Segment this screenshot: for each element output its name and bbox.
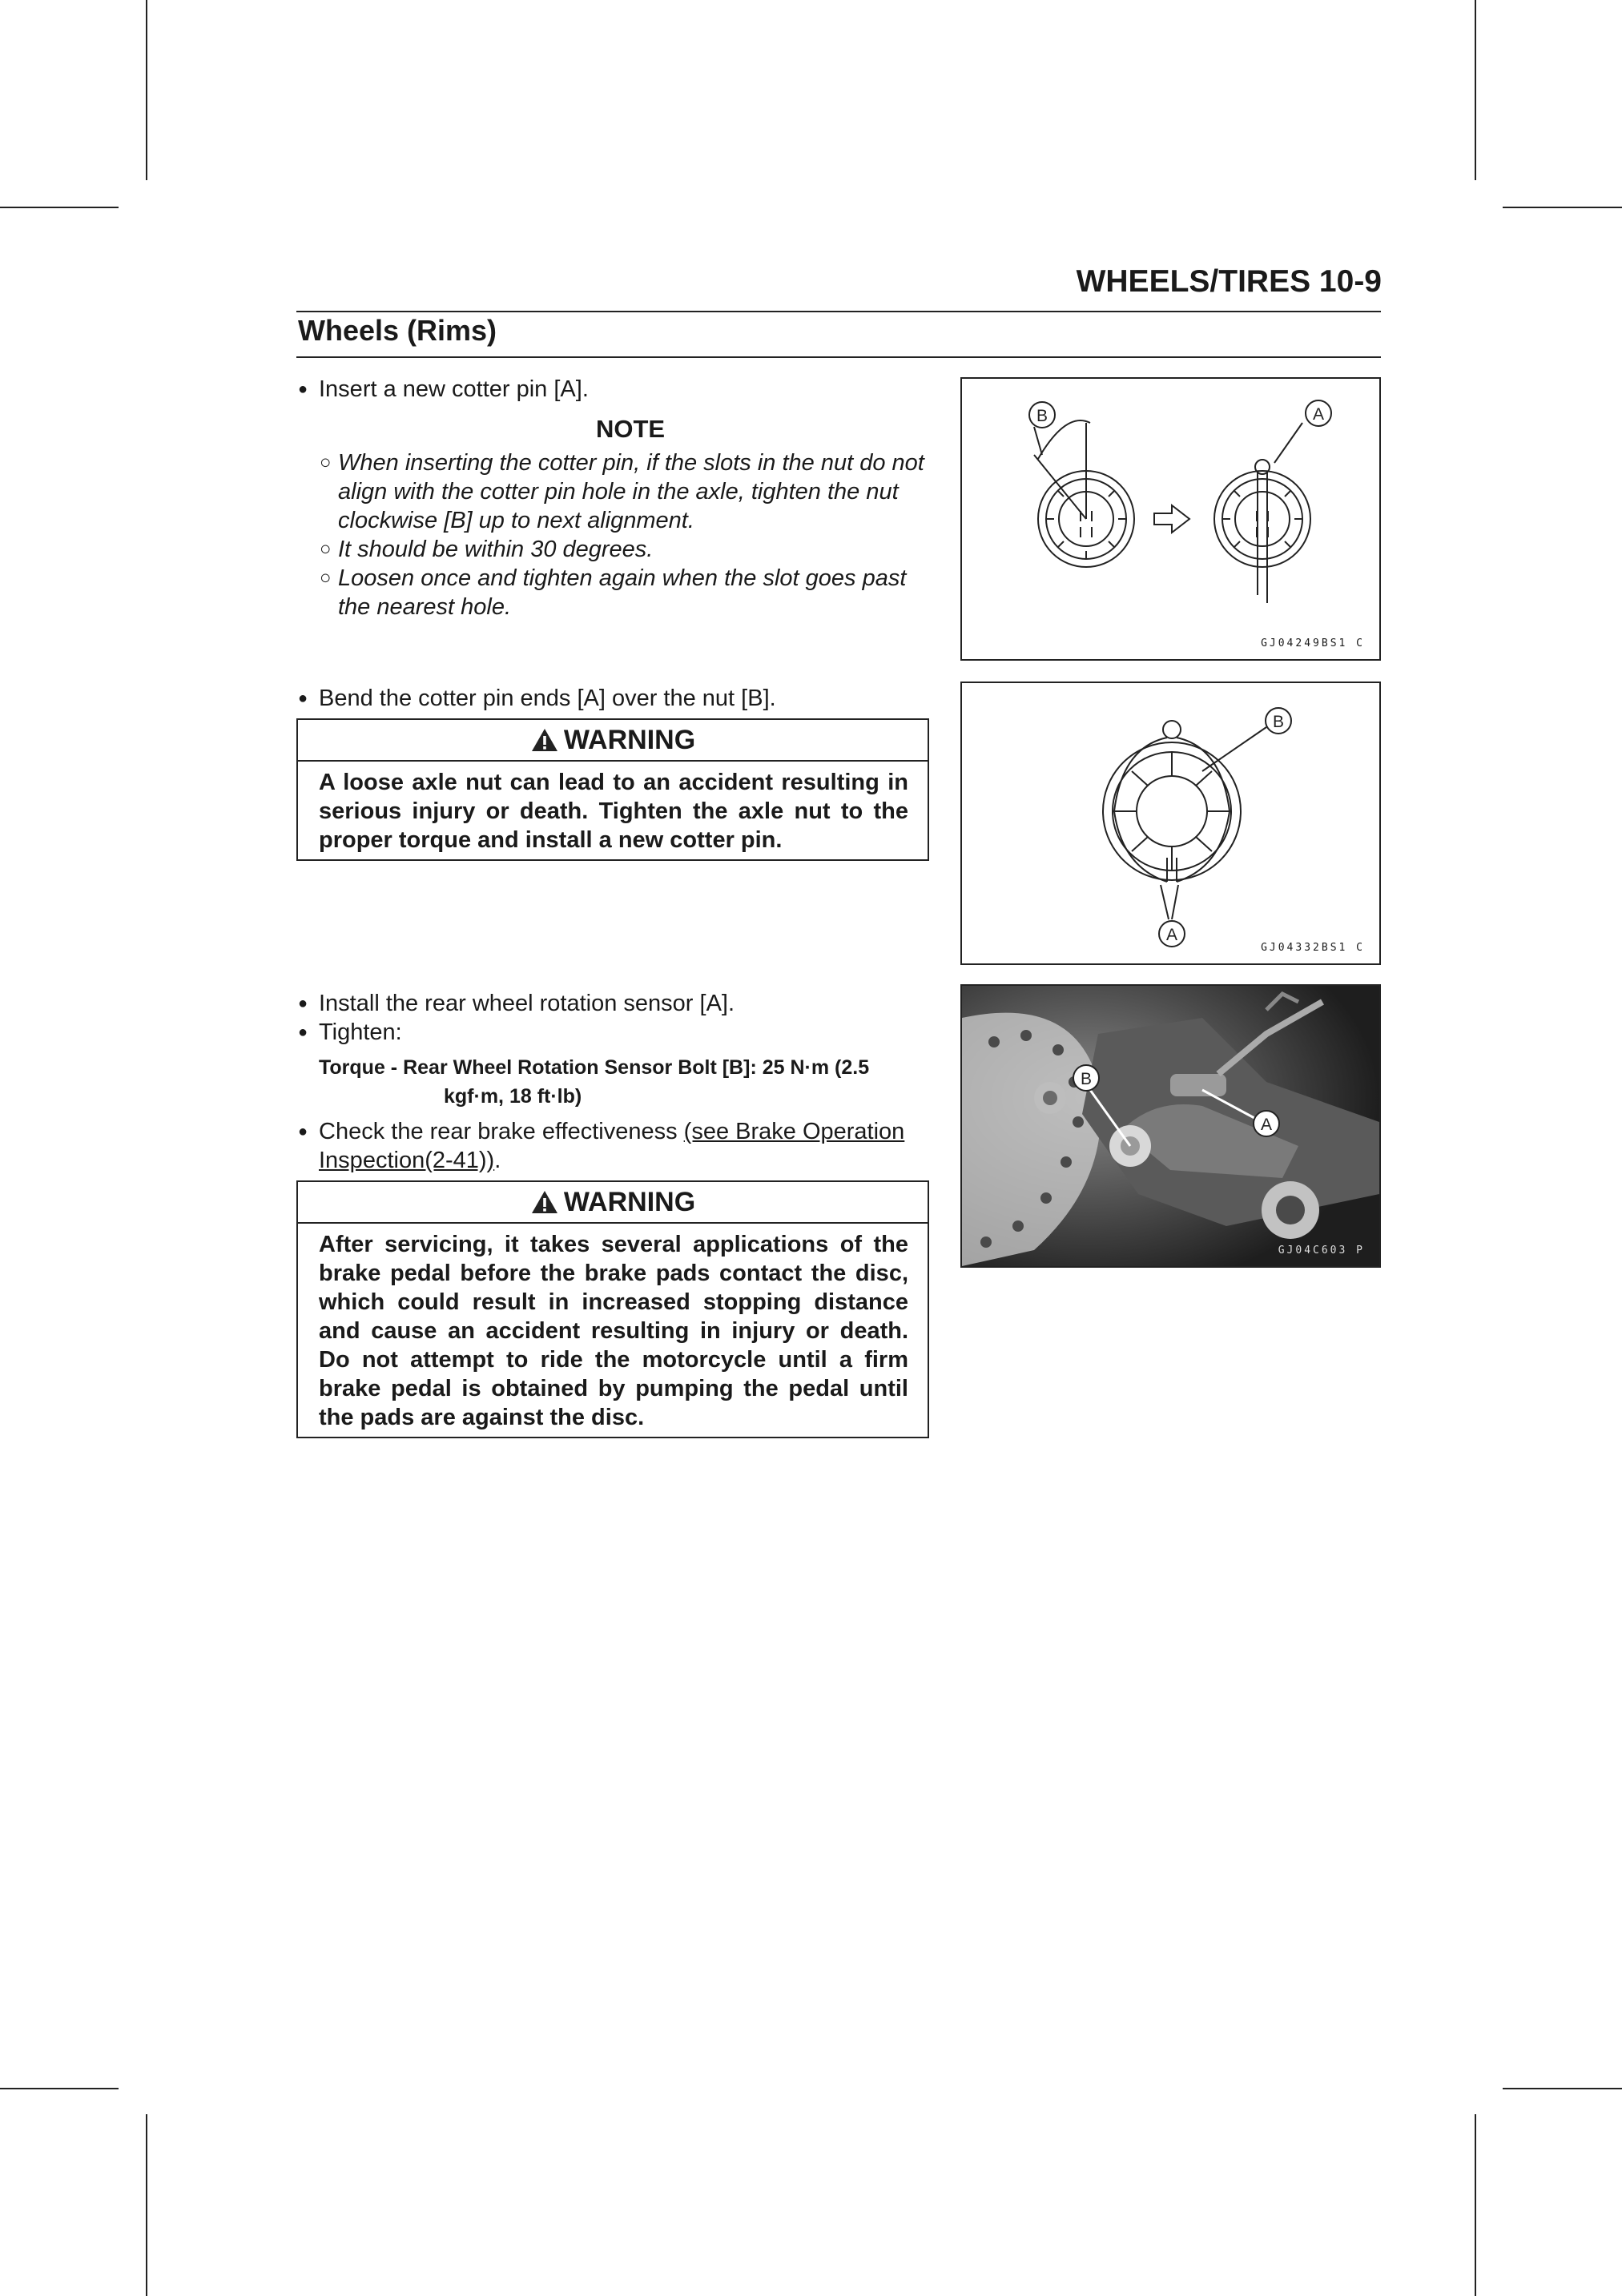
figure-code: GJ04332BS1 C [1261, 942, 1365, 954]
warning-text: A loose axle nut can lead to an accident resulting in serious injury or death. Tighten the axle nut to the proper torque and install a new cotter pin. [319, 770, 908, 853]
warning-box-axle-nut [296, 718, 929, 861]
cotter-pin-bend-diagram [962, 683, 1379, 963]
note-item: ○ Loosen once and tighten again when the slot goes past the nearest hole. [298, 564, 931, 621]
section-rule [296, 356, 1381, 358]
torque-spec-line1: Torque - Rear Wheel Rotation Sensor Bolt [B]: 25 N·m (2.5 [319, 1056, 870, 1079]
note-heading: NOTE [595, 415, 666, 443]
figure-code: GJ04C603 P [1278, 1245, 1365, 1257]
figure-cotter-pin-bend [960, 682, 1381, 965]
crop-mark [1475, 0, 1476, 180]
note-item: ○ It should be within 30 degrees. [298, 535, 931, 564]
warning-text: After servicing, it takes several applications of the brake pedal before the brake pads contact the disc, which could result in increased stopping distance and cause an accident resulting in injury or death. Do not attempt to ride the motorcycle until a firm brake pedal is obtained by pumping the pedal until the pads are against the disc. [319, 1232, 908, 1430]
warning-title: WARNING [563, 1186, 696, 1217]
warning-header [298, 1182, 928, 1224]
figure-rotation-sensor-photo [960, 984, 1381, 1268]
figure-cotter-pin-insert [960, 377, 1381, 661]
header-rule [296, 311, 1381, 312]
step-tighten: ● Tighten: [298, 1018, 931, 1047]
crop-mark [146, 0, 147, 180]
warning-header [298, 720, 928, 762]
torque-spec [298, 1053, 931, 1111]
section-title: Wheels (Rims) [298, 314, 497, 347]
crop-mark [0, 207, 119, 208]
figure-label: B [1080, 1070, 1093, 1088]
crop-mark [0, 2088, 119, 2089]
crop-mark [146, 2114, 147, 2296]
check-brake-suffix: . [494, 1148, 501, 1173]
figure-code: GJ04249BS1 C [1261, 637, 1365, 649]
figure-label: A [1312, 405, 1325, 424]
figure-label: B [1036, 407, 1048, 425]
figure-label: A [1260, 1116, 1273, 1134]
figure-label: A [1165, 926, 1178, 944]
cotter-pin-insert-diagram [962, 379, 1379, 659]
warning-title: WARNING [563, 724, 696, 755]
bend-step [298, 684, 931, 713]
cotter-pin-steps [298, 375, 931, 621]
page-header-title: WHEELS/TIRES 10-9 [1076, 264, 1382, 299]
rotation-sensor-steps [298, 989, 931, 1175]
rotation-sensor-photo [962, 986, 1379, 1266]
warning-triangle-icon [530, 1189, 559, 1215]
step-install-sensor: ● Install the rear wheel rotation sensor [A]. [298, 989, 931, 1018]
check-brake-text: Check the rear brake effectiveness [319, 1119, 684, 1144]
warning-box-brake [296, 1180, 929, 1438]
torque-spec-line2: kgf·m, 18 ft·lb) [444, 1085, 582, 1108]
step-insert-cotter-pin: ● Insert a new cotter pin [A]. [298, 375, 931, 404]
note-item: ○ When inserting the cotter pin, if the slots in the nut do not align with the cotter pin hole in the axle, tighten the nut clockwise [B] up to next alignment. [298, 448, 931, 535]
crop-mark [1475, 2114, 1476, 2296]
warning-triangle-icon [530, 727, 559, 753]
step-bend-cotter-pin: ● Bend the cotter pin ends [A] over the nut [B]. [298, 684, 931, 713]
step-check-brake [298, 1117, 931, 1175]
crop-mark [1503, 207, 1622, 208]
brake-inspection-link[interactable]: (see Brake Operation Inspection(2-41)) [319, 1119, 905, 1173]
figure-label: B [1272, 713, 1285, 731]
crop-mark [1503, 2088, 1622, 2089]
